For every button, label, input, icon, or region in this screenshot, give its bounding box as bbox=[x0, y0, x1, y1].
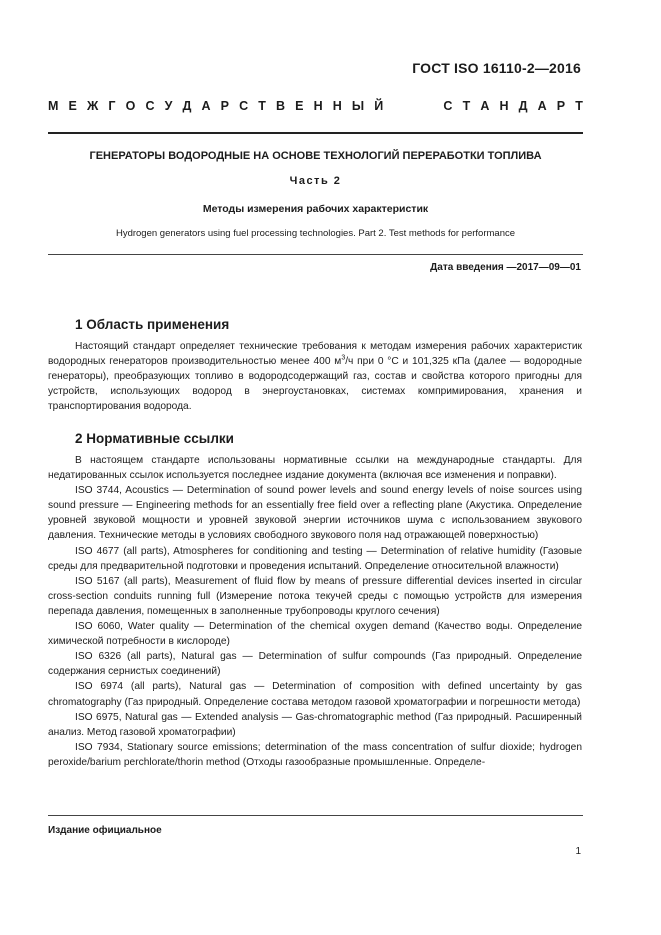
banner-letter: Н bbox=[332, 99, 342, 113]
section-2-heading: 2 Нормативные ссылки bbox=[75, 431, 234, 446]
banner-letter: Д bbox=[518, 99, 528, 113]
standard-code: ГОСТ ISO 16110-2—2016 bbox=[412, 60, 581, 76]
banner-letter: Т bbox=[462, 99, 471, 113]
superscript: 3 bbox=[341, 354, 346, 362]
part-label: Часть 2 bbox=[289, 175, 342, 187]
banner-letter: О bbox=[125, 99, 136, 113]
intro-paragraph: В настоящем стандарте использованы нормативные ссылки на международные стандарты. Для недатированных ссылок используется последнее издание документа (включая все изменения и поправки). bbox=[48, 455, 582, 482]
english-title: Hydrogen generators using fuel processing technologies. Part 2. Test methods for performance bbox=[115, 228, 516, 239]
official-edition-label: Издание официальное bbox=[48, 825, 162, 836]
reference-iso-6975: ISO 6975, Natural gas — Extended analysis — Gas-chromatographic method (Газ природный. Расширенный анализ. Метод газовой хроматографии) bbox=[48, 711, 582, 738]
banner-letter: С bbox=[239, 99, 249, 113]
banner-letter: Р bbox=[220, 99, 229, 113]
banner-letter: Р bbox=[556, 99, 566, 113]
banner-letter: Ж bbox=[86, 99, 99, 113]
banner-letter: С bbox=[145, 99, 155, 113]
banner-letter: Е bbox=[295, 99, 304, 113]
banner-letter: Н bbox=[313, 99, 323, 113]
title-rule bbox=[48, 254, 583, 255]
section-2-body bbox=[48, 453, 582, 770]
reference-iso-6060: ISO 6060, Water quality — Determination of the chemical oxygen demand (Качество воды. Определение химической потребности в кислороде) bbox=[48, 621, 582, 648]
reference-iso-6326: ISO 6326 (all parts), Natural gas — Determination of sulfur compounds (Газ природный. Определение содержания сернистых соединений) bbox=[48, 651, 582, 678]
banner-letter: А bbox=[537, 99, 547, 113]
banner-letter: Д bbox=[182, 99, 192, 113]
reference-iso-6974: ISO 6974 (all parts), Natural gas — Determination of composition with defined uncertainty by gas chromatography (Газ природный. Определение состава методом газовой хроматографии и погрешности метода) bbox=[48, 681, 582, 708]
banner-letter: М bbox=[48, 99, 59, 113]
section-1-paragraph: Настоящий стандарт определяет технические требования к методам измерения рабочих характеристик водородных генераторов производительностью менее 400 $м^3/ч$ при 0 °С и 101,325 кПа (далее — водородные генераторы), преобразующих топливо в водородсодержащий газ, состав и свойства которого пригодны для устройств, использующих водород в энергоустановках, системах компримирования, хранения и транспортирования водорода. bbox=[48, 341, 582, 413]
banner-letter: Н bbox=[499, 99, 509, 113]
banner-letter: Е bbox=[68, 99, 77, 113]
banner-letter: С bbox=[443, 99, 453, 113]
document-subtitle: Методы измерения рабочих характеристик bbox=[202, 203, 429, 215]
banner-letter: В bbox=[275, 99, 286, 113]
banner-letter: А bbox=[201, 99, 211, 113]
document-title: ГЕНЕРАТОРЫ ВОДОРОДНЫЕ НА ОСНОВЕ ТЕХНОЛОГИЙ ПЕРЕРАБОТКИ ТОПЛИВА bbox=[89, 150, 542, 162]
reference-iso-7934: ISO 7934, Stationary source emissions; determination of the mass concentration of sulfur dioxide; hydrogen peroxide/barium perchlorate/thorin method (Отходы газообразные промышленные. Определе- bbox=[48, 741, 582, 768]
section-1-body bbox=[48, 339, 582, 414]
interstate-standard-banner bbox=[48, 99, 583, 113]
reference-iso-4677: ISO 4677 (all parts), Atmospheres for conditioning and testing — Determination of relative humidity (Газовые среды для предварительной подготовки и проведения испытаний. Определение относительной влажности) bbox=[48, 545, 582, 572]
banner-letter: А bbox=[480, 99, 490, 113]
banner-letter: У bbox=[164, 99, 173, 113]
banner-letter: Ы bbox=[351, 99, 365, 113]
banner-letter: Й bbox=[374, 99, 384, 113]
section-1-heading: 1 Область применения bbox=[75, 317, 230, 332]
page-number: 1 bbox=[575, 846, 581, 857]
banner-letter: Т bbox=[258, 99, 266, 113]
footer-rule bbox=[48, 815, 583, 816]
reference-iso-5167: ISO 5167 (all parts), Measurement of fluid flow by means of pressure differential devices inserted in circular cross-section conduits running full (Измерение потока текучей среды с помощью устройств для измерения перепада давления, помещенных в заполненные трубопроводы круглого сечения) bbox=[48, 575, 582, 617]
banner-letter: Т bbox=[575, 99, 583, 113]
reference-iso-3744: ISO 3744, Acoustics — Determination of sound power levels and sound energy levels of noise sources using sound pressure — Engineering methods for an essentially free field over a reflecting plane (Акустика. Определение уровней звуковой мощности и уровней звуковой энергии источников шума с использованием звукового давления. Технические методы в условиях свободного звукового поля над отражающей поверхностью) bbox=[48, 485, 582, 542]
header-rule bbox=[48, 132, 583, 134]
banner-word-gap bbox=[393, 99, 433, 113]
date-of-introduction: Дата введения —2017—09—01 bbox=[430, 262, 581, 273]
banner-letter: Г bbox=[108, 99, 116, 113]
